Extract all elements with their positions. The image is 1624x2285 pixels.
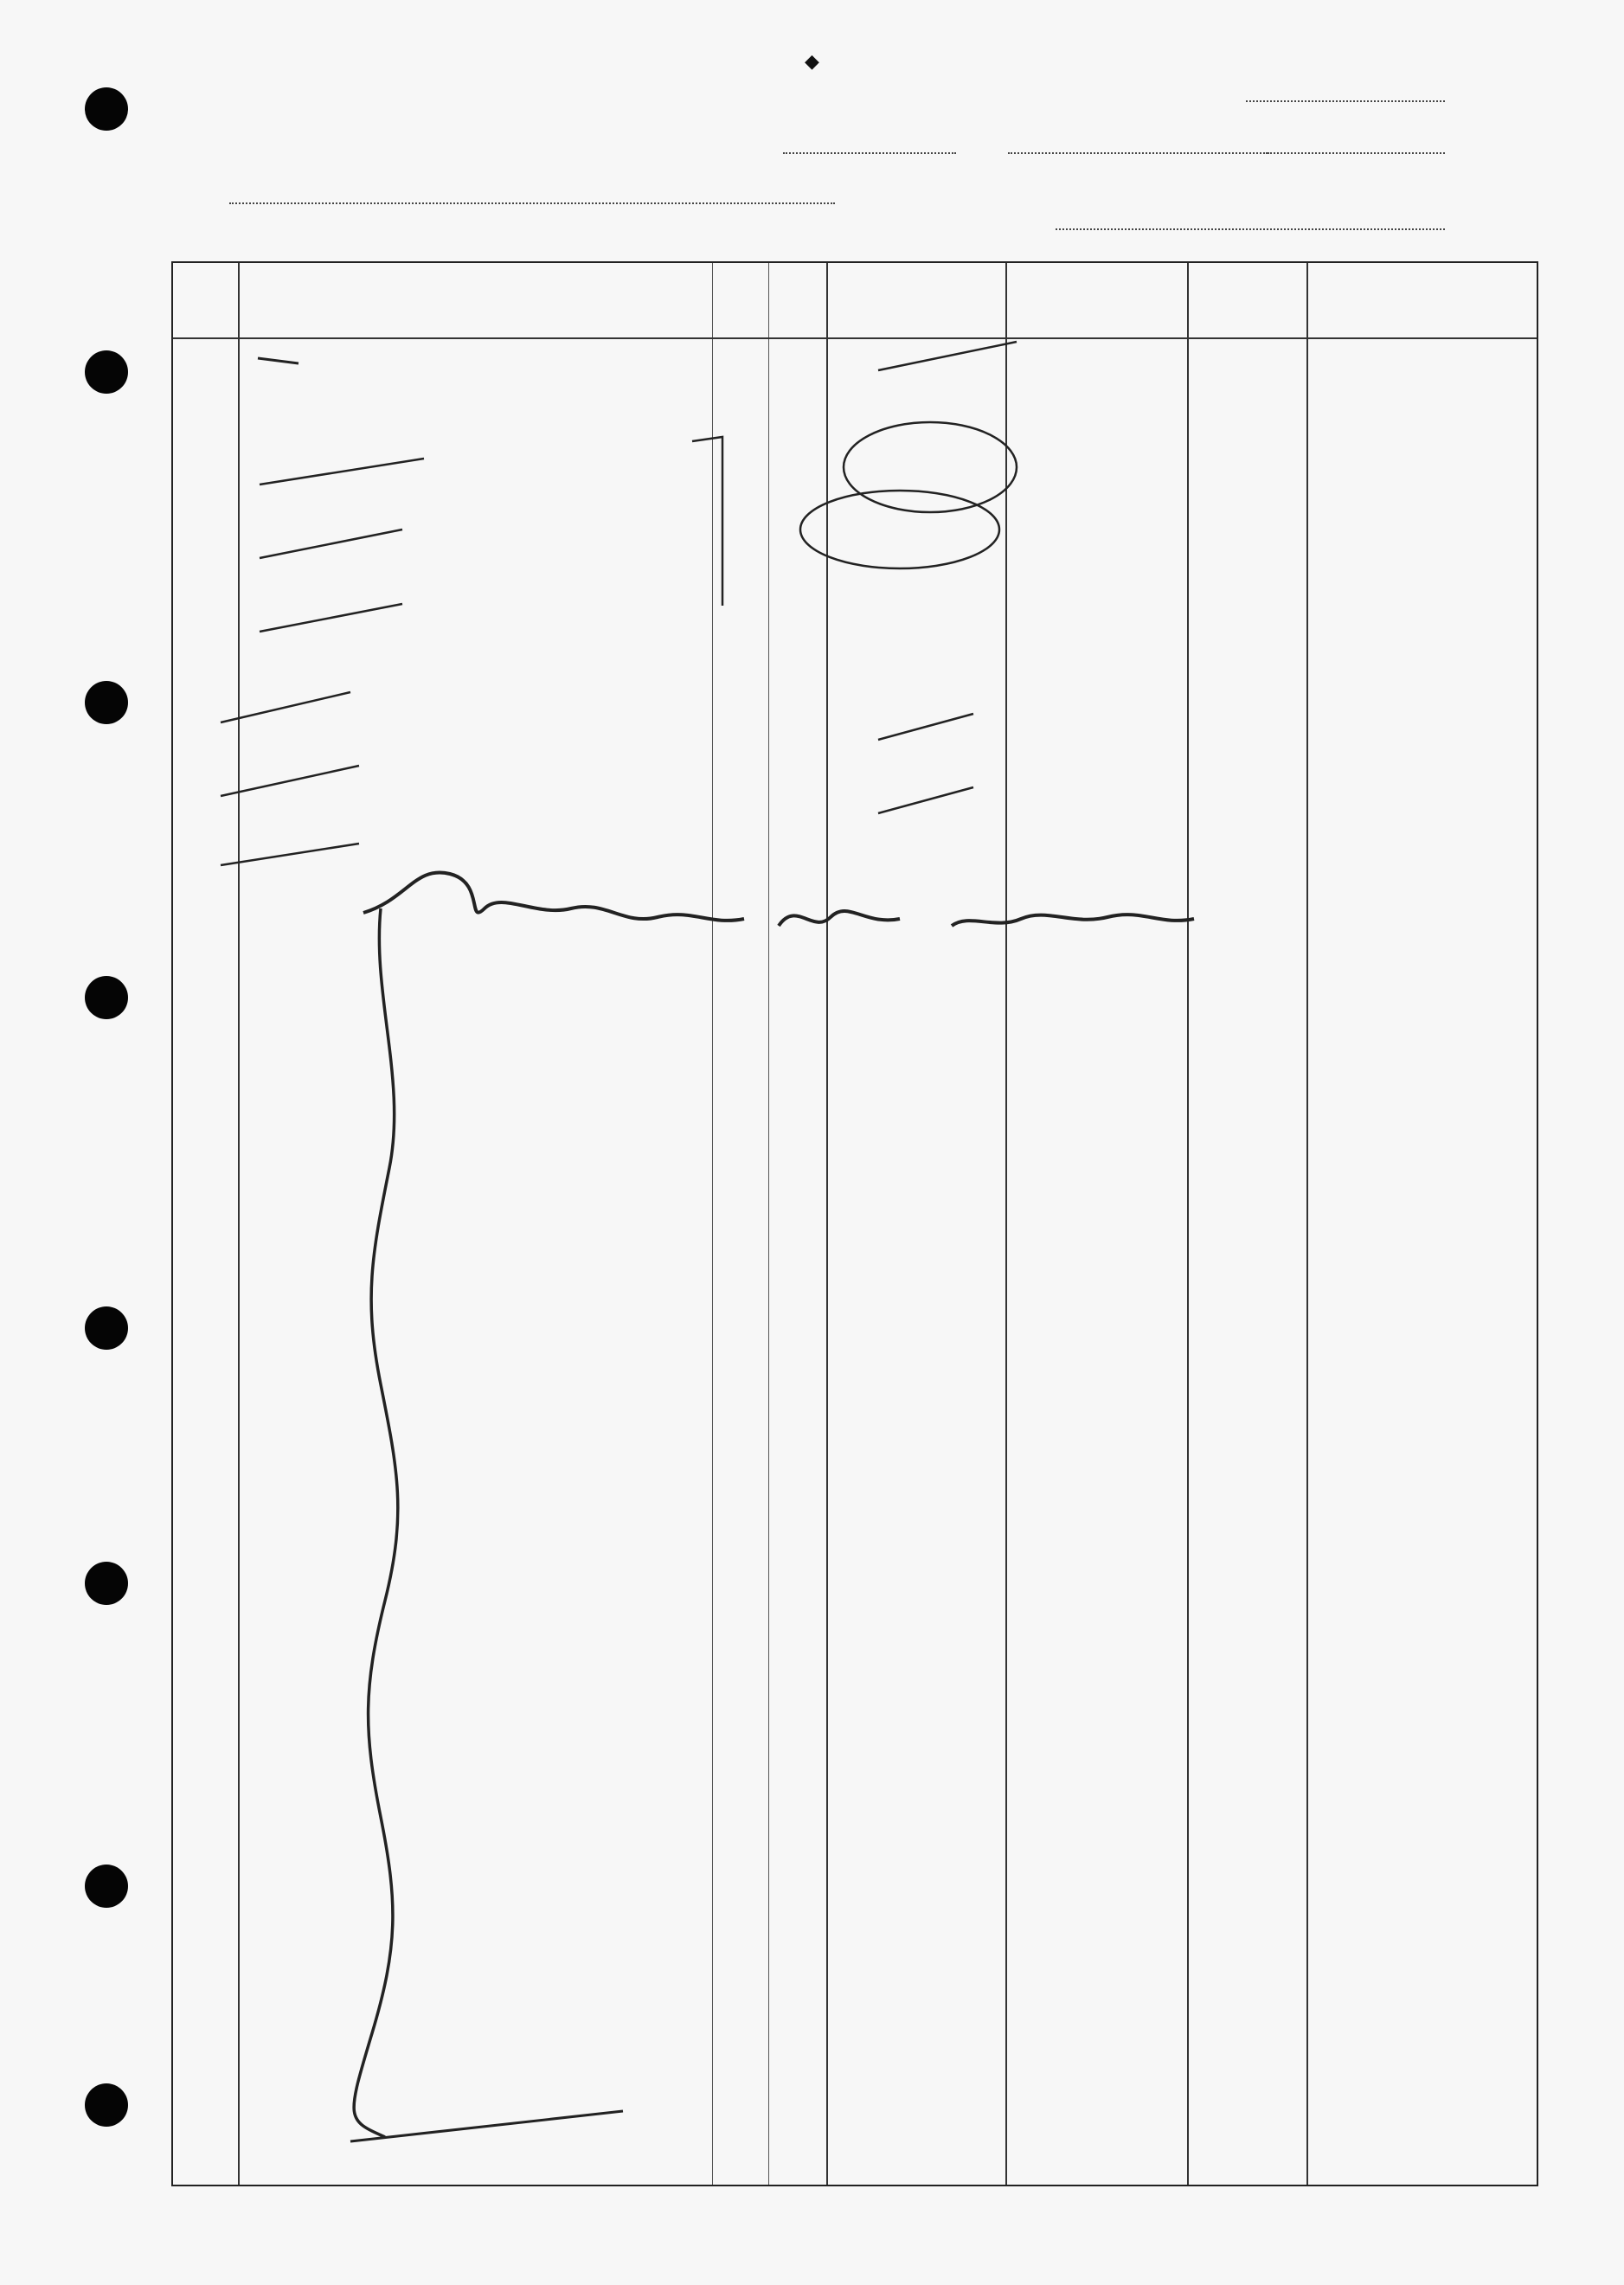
annotation-stroke: [350, 2111, 623, 2141]
doc-circle: [844, 422, 1017, 512]
signature-stroke: [363, 872, 1194, 926]
annotation-stroke: [221, 692, 350, 722]
top-center-mark: ◆: [805, 50, 819, 72]
doc-circle: [800, 491, 999, 568]
annotation-stroke: [221, 844, 359, 865]
annotation-stroke: [692, 437, 722, 606]
annotation-stroke: [221, 766, 359, 796]
annotation-stroke: [260, 604, 402, 632]
annotation-stroke: [878, 787, 973, 813]
annotation-stroke: [878, 714, 973, 740]
annotation-stroke: [354, 908, 398, 2137]
annotation-stroke: [260, 459, 424, 485]
annotation-stroke: [260, 530, 402, 558]
strike-stroke: [258, 358, 298, 363]
annotation-stroke: [878, 342, 1017, 370]
